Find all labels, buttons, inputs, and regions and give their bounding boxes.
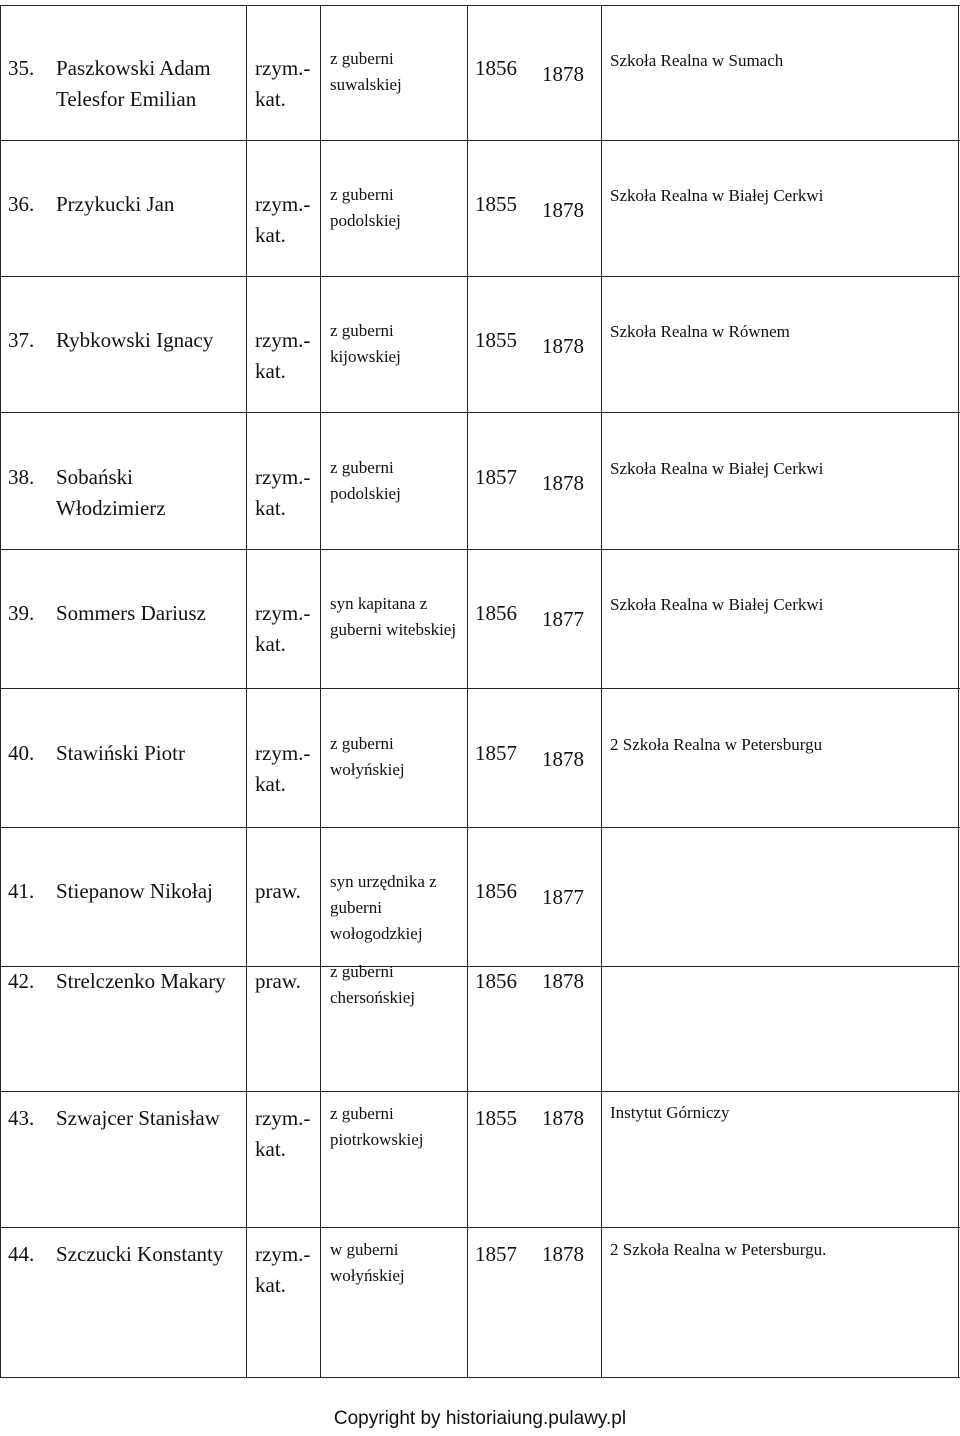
origin: z guberni podolskiej [330,458,401,503]
year-born: 1855 [475,192,517,216]
row-divider [0,140,960,141]
origin: syn kapitana z guberni witebskiej [330,594,457,639]
school: Szkoła Realna w Sumach [610,51,784,70]
year-born: 1856 [475,601,517,625]
origin: w guberni wołyńskiej [330,1240,405,1285]
year-graduated: 1878 [542,198,584,222]
table-column-divider [467,5,468,1377]
school: 2 Szkoła Realna w Petersburgu [610,735,823,754]
origin: z guberni kijowskiej [330,321,401,366]
student-name: Przykucki Jan [56,192,175,216]
year-born: 1856 [475,56,517,80]
student-name: Paszkowski Adam Telesfor Emilian [56,56,211,111]
school: Szkoła Realna w Równem [610,322,790,341]
student-name: Stawiński Piotr [56,741,185,765]
row-number: 38. [8,465,35,489]
row-divider [0,549,960,550]
year-graduated: 1877 [542,607,584,631]
origin: z guberni piotrkowskiej [330,1104,424,1149]
religion: rzym.-kat. [255,56,311,111]
student-name: Sommers Dariusz [56,601,206,625]
student-name: Szczucki Konstanty [56,1242,224,1266]
row-number: 40. [8,741,35,765]
religion: rzym.-kat. [255,328,311,383]
row-number: 35. [8,56,35,80]
school: 2 Szkoła Realna w Petersburgu. [610,1240,827,1259]
year-born: 1856 [475,879,517,903]
year-graduated: 1878 [542,969,584,993]
year-graduated: 1878 [542,471,584,495]
row-divider [0,688,960,689]
row-number: 39. [8,601,35,625]
year-graduated: 1878 [542,1106,584,1130]
school: Szkoła Realna w Białej Cerkwi [610,459,824,478]
year-graduated: 1877 [542,885,584,909]
religion: rzym.-kat. [255,1242,311,1297]
row-divider [0,412,960,413]
row-number: 42. [8,969,35,993]
table-border-top [0,5,960,6]
religion: praw. [255,969,301,993]
table-border-right [958,5,959,1377]
row-divider [0,1091,960,1092]
row-number: 44. [8,1242,35,1266]
year-born: 1857 [475,465,517,489]
table-column-divider [246,5,247,1377]
school: Szkoła Realna w Białej Cerkwi [610,595,824,614]
year-born: 1855 [475,1106,517,1130]
row-number: 41. [8,879,35,903]
origin: z guberni wołyńskiej [330,734,405,779]
origin: z guberni podolskiej [330,185,401,230]
origin: syn urzędnika z guberni wołogodzkiej [330,872,437,943]
student-name: Strelczenko Makary [56,969,226,993]
row-divider [0,1227,960,1228]
religion: praw. [255,879,301,903]
year-graduated: 1878 [542,62,584,86]
religion: rzym.-kat. [255,741,311,796]
table-border-left [0,5,1,1377]
school: Szkoła Realna w Białej Cerkwi [610,186,824,205]
origin: z guberni suwalskiej [330,49,402,94]
table-border-bottom [0,1377,960,1378]
religion: rzym.-kat. [255,192,311,247]
religion: rzym.-kat. [255,1106,311,1161]
copyright-footer: Copyright by historiaiung.pulawy.pl [333,1408,627,1429]
year-graduated: 1878 [542,1242,584,1266]
religion: rzym.-kat. [255,601,311,656]
student-name: Szwajcer Stanisław [56,1106,220,1130]
row-number: 37. [8,328,35,352]
religion: rzym.-kat. [255,465,311,520]
year-born: 1855 [475,328,517,352]
row-number: 36. [8,192,35,216]
row-number: 43. [8,1106,35,1130]
year-born: 1857 [475,741,517,765]
year-graduated: 1878 [542,334,584,358]
year-born: 1857 [475,1242,517,1266]
student-name: Rybkowski Ignacy [56,328,214,352]
school: Instytut Górniczy [610,1103,730,1122]
row-divider [0,276,960,277]
origin: z guberni chersońskiej [330,962,415,1007]
student-name: Stiepanow Nikołaj [56,879,213,903]
student-name: Sobański Włodzimierz [56,465,166,520]
year-graduated: 1878 [542,747,584,771]
table-column-divider [601,5,602,1377]
year-born: 1856 [475,969,517,993]
row-divider [0,827,960,828]
